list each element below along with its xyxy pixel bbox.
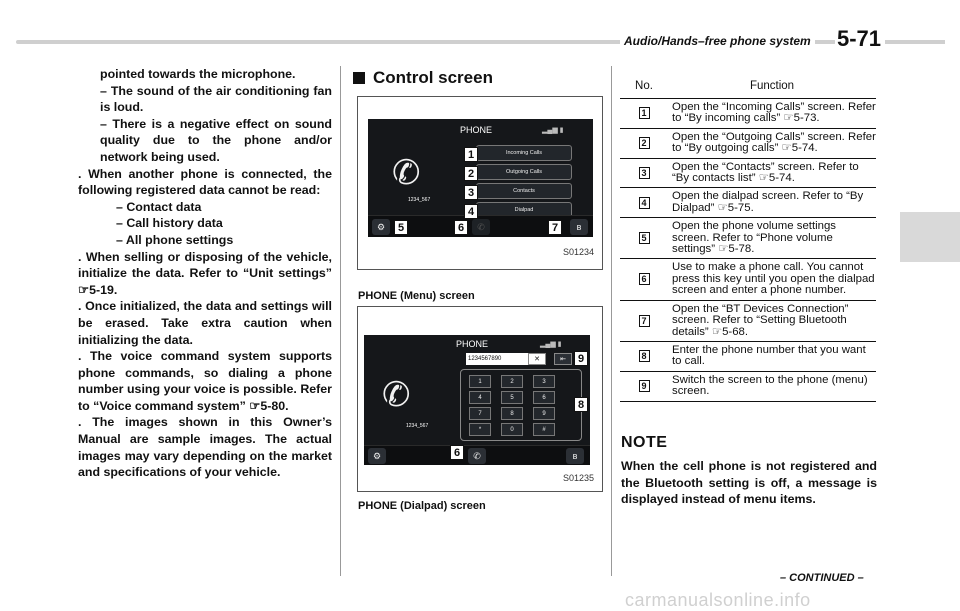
watermark: carmanualsonline.info [625,590,811,610]
row-number: 7 [639,315,650,327]
row-function: Open the phone volume settings screen. Refer to “Phone volume settings” ☞5-78. [668,218,876,259]
row-function: Open the “Incoming Calls” screen. Refer to “By incoming calls” ☞5-73. [668,99,876,129]
backspace-icon[interactable]: ✕ [528,353,546,365]
section-title: Audio/Hands–free phone system [620,34,815,48]
row-number: 8 [639,350,650,362]
callout-1: 1 [464,147,478,162]
dialpad-key[interactable]: * [469,423,491,436]
volume-settings-icon[interactable]: ⚙ [368,448,386,464]
dialpad-key[interactable]: 9 [533,407,555,420]
call-icon[interactable]: ✆ [472,219,490,235]
page-number: 5-71 [837,26,882,51]
screen-title: PHONE [456,339,489,349]
dialpad-key[interactable]: 4 [469,391,491,404]
chapter-tab [900,212,960,262]
dialpad-key[interactable]: 3 [533,375,555,388]
column-header-no: No. [620,78,668,99]
table-row [620,128,876,158]
bluetooth-icon[interactable]: ʙ [570,219,588,235]
bluetooth-icon[interactable]: ʙ [566,448,584,464]
row-function: Open the dialpad screen. Refer to “By Dialpad” ☞5-75. [668,188,876,218]
outgoing-calls-button[interactable]: Outgoing Calls [476,164,572,180]
dialpad-key[interactable]: 6 [533,391,555,404]
signal-battery-icon: ▂▄▆ ▮ [540,341,562,348]
phone-handset-icon: ✆ [392,154,421,192]
row-number: 6 [639,273,650,285]
phone-handset-icon: ✆ [382,376,411,414]
menu-switch-icon[interactable]: ⇤ [554,353,572,365]
row-function: Open the “BT Devices Connection” screen. Refer to “Setting Bluetooth details” ☞5-68. [668,300,876,341]
note-text: When the cell phone is not registered and the Bluetooth setting is off, a message is displayed instead of menu items. [621,459,877,507]
text-line: – Contact data [116,199,202,214]
dialpad-key[interactable]: 5 [501,391,523,404]
column-divider [340,66,341,576]
text-line: – There is a negative effect on sound quality due to the phone and/or network being used. [100,116,332,164]
number-entry-field[interactable]: 1234567890 [466,353,536,365]
table-row [620,158,876,188]
header-rule-right [885,40,945,44]
continued-label: – CONTINUED – [780,572,864,584]
heading-text: Control screen [373,68,493,87]
figure-code: S01235 [562,473,594,483]
callout-9: 9 [574,351,588,366]
bullet-item: . Once initialized, the data and settings will be erased. Take extra caution when initializing the data. [78,299,332,347]
volume-settings-icon[interactable]: ⚙ [372,219,390,235]
callout-7: 7 [548,220,562,235]
figure-caption: PHONE (Menu) screen [358,290,475,302]
table-row [620,341,876,371]
screen-title: PHONE [460,125,493,135]
callout-6: 6 [454,220,468,235]
table-row [620,218,876,259]
row-function: Switch the screen to the phone (menu) screen. [668,371,876,401]
section-heading [353,68,493,88]
table-row [620,188,876,218]
callout-8: 8 [574,397,588,412]
signal-battery-icon: ▂▄▆ ▮ [542,127,564,134]
table-row [620,300,876,341]
row-function: Open the “Contacts” screen. Refer to “By contacts list” ☞5-74. [668,158,876,188]
dialpad-key[interactable]: 7 [469,407,491,420]
dialpad-key[interactable]: 0 [501,423,523,436]
call-icon[interactable]: ✆ [468,448,486,464]
figure-caption: PHONE (Dialpad) screen [358,500,486,512]
row-number: 2 [639,137,650,149]
function-table [620,78,876,402]
callout-6: 6 [450,445,464,460]
row-number: 5 [639,232,650,244]
text-line: – The sound of the air conditioning fan is loud. [100,83,332,115]
left-column-text [78,66,332,481]
text-line: – All phone settings [116,232,234,247]
row-function: Open the “Outgoing Calls” screen. Refer to “By outgoing calls” ☞5-74. [668,128,876,158]
bullet-item: . When another phone is connected, the following registered data cannot be read: [78,166,332,198]
text-line: – Call history data [116,216,223,231]
row-number: 4 [639,197,650,209]
figure-menu-screen [357,96,603,270]
row-function: Use to make a phone call. You cannot press this key until you open the dialpad screen and enter a phone number. [668,259,876,300]
dialpad-key[interactable]: 1 [469,375,491,388]
row-function: Enter the phone number that you want to call. [668,341,876,371]
phone-number-label: 1234_567 [408,197,431,203]
callout-2: 2 [464,166,478,181]
table-row [620,99,876,129]
contacts-button[interactable]: Contacts [476,183,572,199]
incoming-calls-button[interactable]: Incoming Calls [476,145,572,161]
phone-menu-screen [368,119,593,237]
note-title: NOTE [621,434,668,451]
column-header-function: Function [668,78,876,99]
dialpad-key[interactable]: 2 [501,375,523,388]
square-bullet-icon [353,72,365,84]
row-number: 3 [639,167,650,179]
text-line: pointed towards the microphone. [100,67,296,81]
bullet-item: . The voice command system supports phone commands, so dialing a phone number using your voice is possible. Refer to “Voice command system” ☞5-80. [78,349,332,413]
dialpad-key[interactable]: # [533,423,555,436]
dialpad [460,369,582,441]
bullet-item: . The images shown in this Owner’s Manual are sample images. The actual images may vary depending on the market and specifications of your vehicle. [78,415,332,480]
dialpad-button[interactable]: Dialpad [476,202,572,218]
phone-number-label: 1234_567 [406,423,429,429]
bullet-item: . When selling or disposing of the vehicle, initialize the data. Refer to “Unit settings” ☞5-19. [78,249,332,297]
figure-code: S01234 [562,247,594,257]
table-row [620,371,876,401]
screen-bottom-bar [364,445,590,465]
callout-3: 3 [464,185,478,200]
row-number: 9 [639,380,650,392]
column-divider [611,66,612,576]
table-row [620,259,876,300]
callout-4: 4 [464,204,478,219]
phone-dialpad-screen [364,335,590,465]
dialpad-key[interactable]: 8 [501,407,523,420]
figure-dialpad-screen [357,306,603,492]
callout-5: 5 [394,220,408,235]
row-number: 1 [639,107,650,119]
